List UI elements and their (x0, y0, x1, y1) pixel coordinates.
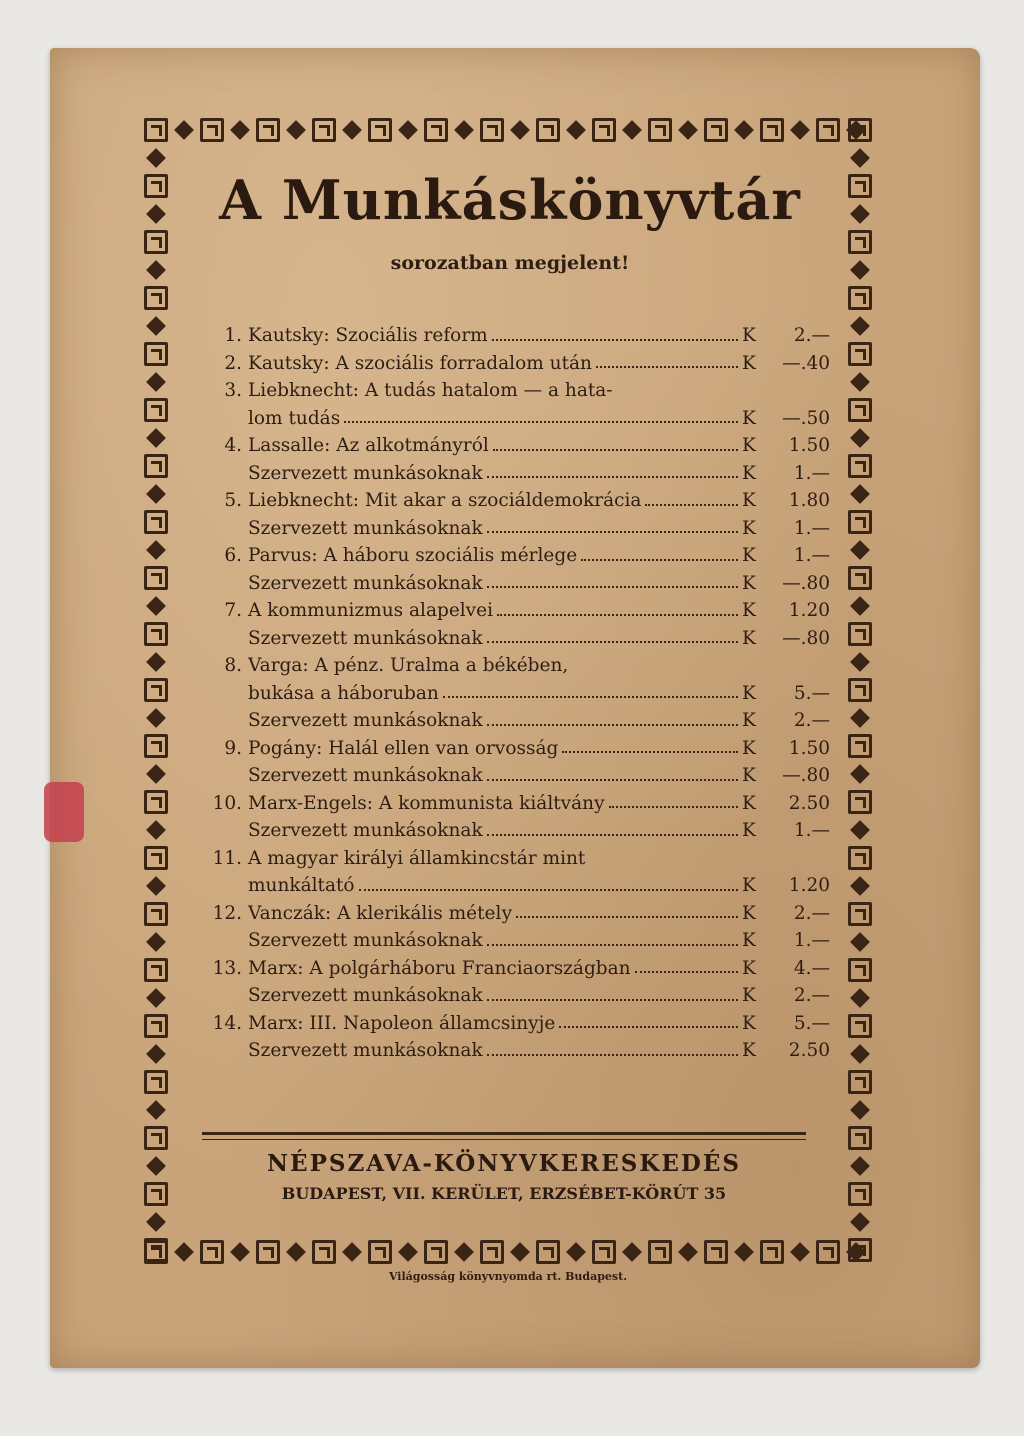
currency-mark: K (742, 792, 756, 814)
currency-mark: K (742, 435, 756, 456)
leader-dots (487, 944, 738, 946)
border-left-tile (144, 1042, 168, 1066)
list-item (190, 322, 830, 350)
border-left-tile (144, 846, 168, 870)
border-right-tile (848, 1154, 872, 1178)
currency-mark: K (742, 957, 756, 979)
border-bottom-tile (676, 1240, 700, 1264)
item-number: 12. (212, 902, 242, 924)
border-left-tile (144, 426, 168, 450)
item-title: lom tudás (248, 407, 341, 429)
border-top-tile (284, 118, 308, 142)
border-left-tile (144, 202, 168, 226)
border-top (142, 116, 874, 144)
border-right-tile (848, 678, 872, 702)
item-number: 11. (212, 847, 242, 869)
currency-mark: K (742, 407, 756, 429)
border-top-tile (732, 118, 756, 142)
list-item (190, 350, 830, 378)
border-left-tile (144, 314, 168, 338)
border-bottom-tile (172, 1240, 196, 1264)
list-item-line (190, 790, 830, 818)
border-right-tile (848, 1182, 872, 1206)
divider-rule-thick (202, 1132, 806, 1135)
item-price: 2.— (793, 985, 830, 1006)
border-right-tile (848, 482, 872, 506)
item-title: Kautsky: A szociális forradalom után (248, 352, 592, 374)
border-left-tile (144, 958, 168, 982)
border-top-tile (704, 118, 728, 142)
leader-dots (492, 339, 738, 341)
item-price: 2.50 (788, 1040, 830, 1061)
border-bottom-tile (228, 1240, 252, 1264)
border-right-tile (848, 118, 872, 142)
item-number: 9. (224, 737, 242, 759)
border-right-tile (848, 258, 872, 282)
item-number: 13. (212, 957, 242, 979)
item-price: 1.50 (788, 435, 830, 456)
border-left-tile (144, 734, 168, 758)
border-top-tile (564, 118, 588, 142)
currency-mark: K (742, 765, 756, 786)
list-item-line (190, 872, 830, 900)
border-left-tile (144, 1154, 168, 1178)
border-top-tile (424, 118, 448, 142)
page-title: A Munkáskönyvtár (219, 168, 801, 232)
list-item-line (190, 350, 830, 378)
item-title: munkáltató (248, 875, 355, 896)
border-right-tile (848, 650, 872, 674)
currency-mark: K (742, 517, 756, 539)
border-bottom-tile (368, 1240, 392, 1264)
item-title: Szervezett munkásoknak (248, 820, 483, 841)
item-number: 2. (224, 352, 242, 374)
border-left-tile (144, 706, 168, 730)
border-left-tile (144, 454, 168, 478)
leader-dots (344, 421, 738, 423)
border-bottom (142, 1238, 874, 1266)
currency-mark: K (742, 572, 756, 594)
border-right-tile (848, 146, 872, 170)
item-title: Szervezett munkásoknak (248, 517, 483, 539)
leader-dots (559, 1026, 738, 1028)
list-item-line (190, 900, 830, 928)
list-item-line (190, 735, 830, 763)
border-bottom-tile (312, 1240, 336, 1264)
border-right-tile (848, 174, 872, 198)
border-bottom-tile (200, 1240, 224, 1264)
border-right-tile (848, 230, 872, 254)
border-bottom-tile (424, 1240, 448, 1264)
book-list (190, 322, 830, 1065)
border-right-tile (848, 986, 872, 1010)
border-left-tile (144, 902, 168, 926)
border-right-tile (848, 314, 872, 338)
border-right-tile (848, 1042, 872, 1066)
item-price: 2.— (793, 902, 830, 924)
cover-content (190, 160, 830, 1065)
item-price: 1.20 (788, 600, 830, 621)
border-top-tile (536, 118, 560, 142)
item-title: Pogány: Halál ellen van orvosság (248, 737, 559, 759)
leader-dots (443, 696, 738, 698)
list-item (190, 900, 830, 955)
item-number: 5. (224, 490, 242, 511)
border-bottom-tile (592, 1240, 616, 1264)
border-left-tile (144, 398, 168, 422)
list-item (190, 432, 830, 487)
list-item-line (190, 927, 830, 955)
border-left-tile (144, 678, 168, 702)
item-price: 1.20 (788, 875, 830, 896)
border-right-tile (848, 1098, 872, 1122)
item-number: 3. (224, 380, 242, 401)
currency-mark: K (742, 875, 756, 896)
border-left-tile (144, 566, 168, 590)
list-item (190, 845, 830, 900)
item-number: 14. (212, 1012, 242, 1034)
border-right-tile (848, 202, 872, 226)
border-left-tile (144, 762, 168, 786)
border-left-tile (144, 1238, 168, 1262)
border-right-tile (848, 370, 872, 394)
currency-mark: K (742, 325, 756, 346)
item-number: 4. (224, 435, 242, 456)
list-item (190, 377, 830, 432)
border-right-tile (848, 818, 872, 842)
currency-mark: K (742, 600, 756, 621)
border-right-tile (848, 902, 872, 926)
item-title: Szervezett munkásoknak (248, 710, 483, 731)
border-right-tile (848, 734, 872, 758)
border-left-tile (144, 342, 168, 366)
leader-dots (487, 476, 738, 478)
publisher-name: NÉPSZAVA-KÖNYVKERESKEDÉS (267, 1150, 741, 1177)
border-bottom-tile (452, 1240, 476, 1264)
border-top-tile (256, 118, 280, 142)
border-bottom-tile (788, 1240, 812, 1264)
border-top-tile (172, 118, 196, 142)
list-item-line (190, 1037, 830, 1065)
currency-mark: K (742, 930, 756, 951)
leader-dots (487, 586, 738, 588)
item-price: 1.80 (788, 490, 830, 511)
border-top-tile (592, 118, 616, 142)
border-right-tile (848, 454, 872, 478)
item-number: 8. (224, 655, 242, 676)
page-subtitle: sorozatban megjelent! (390, 252, 630, 274)
border-right-tile (848, 846, 872, 870)
border-right-tile (848, 874, 872, 898)
item-title: Vanczák: A klerikális mételу (248, 902, 513, 924)
border-right-tile (848, 1210, 872, 1234)
list-item-line (190, 680, 830, 708)
border-right-tile (848, 790, 872, 814)
currency-mark: K (742, 627, 756, 649)
item-title: Marx-Engels: A kommunista kiáltvány (248, 792, 605, 814)
list-item (190, 652, 830, 735)
item-title: bukása a háboruban (248, 682, 439, 704)
leader-dots (487, 834, 738, 836)
list-item (190, 955, 830, 1010)
border-left-tile (144, 986, 168, 1010)
border-top-tile (480, 118, 504, 142)
list-item-line (190, 845, 830, 873)
item-price: 1.— (793, 517, 830, 539)
border-bottom-tile (704, 1240, 728, 1264)
item-title: Marx: A polgárháboru Franciaországban (248, 957, 631, 979)
border-bottom-tile (284, 1240, 308, 1264)
divider-rule-thin (202, 1139, 806, 1140)
leader-dots (487, 999, 738, 1001)
leader-dots (487, 641, 738, 643)
border-top-tile (676, 118, 700, 142)
currency-mark: K (742, 820, 756, 841)
item-price: 2.— (793, 710, 830, 731)
border-top-tile (620, 118, 644, 142)
border-right-tile (848, 1014, 872, 1038)
border-right-tile (848, 594, 872, 618)
border-right-tile (848, 538, 872, 562)
item-price: 1.50 (788, 737, 830, 759)
leader-dots (493, 449, 738, 451)
list-item (190, 735, 830, 790)
item-price: —.80 (782, 572, 830, 594)
border-left-tile (144, 930, 168, 954)
border-right-tile (848, 1238, 872, 1262)
border-top-tile (648, 118, 672, 142)
item-price: 4.— (793, 957, 830, 979)
item-price: —.50 (782, 407, 830, 429)
list-item (190, 790, 830, 845)
border-right-tile (848, 706, 872, 730)
border-top-tile (312, 118, 336, 142)
border-right-tile (848, 930, 872, 954)
list-item-line (190, 982, 830, 1010)
leader-dots (516, 916, 738, 918)
currency-mark: K (742, 1012, 756, 1034)
currency-mark: K (742, 352, 756, 374)
border-left-tile (144, 510, 168, 534)
border-left-tile (144, 790, 168, 814)
border-left-tile (144, 482, 168, 506)
leader-dots (487, 1054, 738, 1056)
border-top-tile (200, 118, 224, 142)
leader-dots (581, 559, 738, 561)
item-title: Szervezett munkásoknak (248, 572, 483, 594)
leader-dots (487, 779, 738, 781)
border-bottom-tile (536, 1240, 560, 1264)
border-top-tile (508, 118, 532, 142)
list-item-line (190, 487, 830, 515)
item-number: 10. (212, 792, 242, 814)
border-left-tile (144, 622, 168, 646)
publisher-address: BUDAPEST, VII. KERÜLET, ERZSÉBET-KÖRÚT 35 (281, 1184, 727, 1203)
border-bottom-tile (564, 1240, 588, 1264)
currency-mark: K (742, 545, 756, 566)
border-left-tile (144, 874, 168, 898)
border-top-tile (816, 118, 840, 142)
list-item-line (190, 405, 830, 433)
border-left-tile (144, 1070, 168, 1094)
border-left-tile (144, 174, 168, 198)
border-top-tile (452, 118, 476, 142)
item-title: Szervezett munkásoknak (248, 985, 483, 1006)
leader-dots (487, 724, 738, 726)
border-left-tile (144, 146, 168, 170)
border-left-tile (144, 650, 168, 674)
border-bottom-tile (508, 1240, 532, 1264)
item-title: Kautsky: Szociális reform (248, 325, 488, 346)
item-price: —.80 (782, 627, 830, 649)
border-bottom-tile (480, 1240, 504, 1264)
item-price: 5.— (793, 682, 830, 704)
border-top-tile (340, 118, 364, 142)
border-bottom-tile (816, 1240, 840, 1264)
item-price: 2.— (793, 325, 830, 346)
border-right-tile (848, 622, 872, 646)
leader-dots (359, 889, 738, 891)
item-number: 1. (224, 325, 242, 346)
item-title: Parvus: A háboru szociális mérlege (248, 545, 578, 566)
item-title: Marx: III. Napoleon államcsinyje (248, 1012, 556, 1034)
border-top-tile (368, 118, 392, 142)
border-left-tile (144, 370, 168, 394)
border-bottom-tile (340, 1240, 364, 1264)
list-item-line (190, 817, 830, 845)
border-bottom-tile (732, 1240, 756, 1264)
list-item-line (190, 542, 830, 570)
border-right-tile (848, 958, 872, 982)
item-title: Varga: A pénz. Uralma a békében, (248, 655, 569, 676)
item-title: Szervezett munkásoknak (248, 1040, 483, 1061)
list-item (190, 1010, 830, 1065)
border-bottom-tile (396, 1240, 420, 1264)
leader-dots (487, 531, 738, 533)
currency-mark: K (742, 1040, 756, 1061)
item-price: 1.— (793, 462, 830, 484)
border-left-tile (144, 1210, 168, 1234)
printer-imprint: Világosság könyvnyomda rt. Budapest. (388, 1270, 628, 1283)
list-item-line (190, 377, 830, 405)
currency-mark: K (742, 985, 756, 1006)
list-item-line (190, 570, 830, 598)
item-price: 1.— (793, 820, 830, 841)
border-left-tile (144, 538, 168, 562)
item-title: Szervezett munkásoknak (248, 462, 483, 484)
border-right (846, 116, 874, 1266)
list-item-line (190, 652, 830, 680)
item-price: 1.— (793, 545, 830, 566)
leader-dots (609, 806, 738, 808)
leader-dots (497, 614, 738, 616)
border-left-tile (144, 1182, 168, 1206)
item-title: A magyar királyi államkincstár mint (248, 847, 586, 869)
item-title: Liebknecht: Mit akar a szociáldemokrácia (248, 490, 642, 511)
list-item-line (190, 322, 830, 350)
item-price: 5.— (793, 1012, 830, 1034)
border-right-tile (848, 426, 872, 450)
list-item (190, 597, 830, 652)
item-title: Szervezett munkásoknak (248, 627, 483, 649)
border-left (142, 116, 170, 1266)
currency-mark: K (742, 710, 756, 731)
border-bottom-tile (760, 1240, 784, 1264)
border-right-tile (848, 566, 872, 590)
item-title: Szervezett munkásoknak (248, 765, 483, 786)
border-top-tile (228, 118, 252, 142)
currency-mark: K (742, 490, 756, 511)
item-title: Szervezett munkásoknak (248, 930, 483, 951)
item-title: Liebknecht: A tudás hatalom — a hata- (248, 380, 613, 401)
list-item-line (190, 515, 830, 543)
leader-dots (645, 504, 738, 506)
item-price: 2.50 (788, 792, 830, 814)
currency-mark: K (742, 682, 756, 704)
border-left-tile (144, 1126, 168, 1150)
red-stamp-mark (44, 782, 84, 842)
list-item-line (190, 955, 830, 983)
border-top-tile (788, 118, 812, 142)
list-item (190, 487, 830, 542)
border-bottom-tile (648, 1240, 672, 1264)
border-right-tile (848, 398, 872, 422)
border-right-tile (848, 1070, 872, 1094)
list-item-line (190, 460, 830, 488)
list-item-line (190, 625, 830, 653)
currency-mark: K (742, 462, 756, 484)
list-item-line (190, 707, 830, 735)
item-title: Lassalle: Az alkotmányról (248, 435, 489, 456)
border-right-tile (848, 762, 872, 786)
border-left-tile (144, 258, 168, 282)
list-item-line (190, 1010, 830, 1038)
border-bottom-tile (256, 1240, 280, 1264)
item-number: 6. (224, 545, 242, 566)
border-left-tile (144, 1014, 168, 1038)
item-price: —.40 (782, 352, 830, 374)
border-right-tile (848, 286, 872, 310)
item-title: A kommunizmus alapelvei (248, 600, 493, 621)
border-left-tile (144, 286, 168, 310)
border-left-tile (144, 230, 168, 254)
currency-mark: K (742, 902, 756, 924)
item-price: 1.— (793, 930, 830, 951)
border-right-tile (848, 1126, 872, 1150)
leader-dots (562, 751, 738, 753)
border-bottom-tile (620, 1240, 644, 1264)
list-item-line (190, 432, 830, 460)
item-number: 7. (224, 600, 242, 621)
leader-dots (635, 971, 738, 973)
border-right-tile (848, 342, 872, 366)
border-left-tile (144, 118, 168, 142)
currency-mark: K (742, 737, 756, 759)
list-item (190, 542, 830, 597)
border-top-tile (396, 118, 420, 142)
border-right-tile (848, 510, 872, 534)
list-item-line (190, 762, 830, 790)
leader-dots (596, 366, 738, 368)
border-top-tile (760, 118, 784, 142)
border-left-tile (144, 594, 168, 618)
list-item-line (190, 597, 830, 625)
border-left-tile (144, 818, 168, 842)
border-left-tile (144, 1098, 168, 1122)
item-price: —.80 (782, 765, 830, 786)
